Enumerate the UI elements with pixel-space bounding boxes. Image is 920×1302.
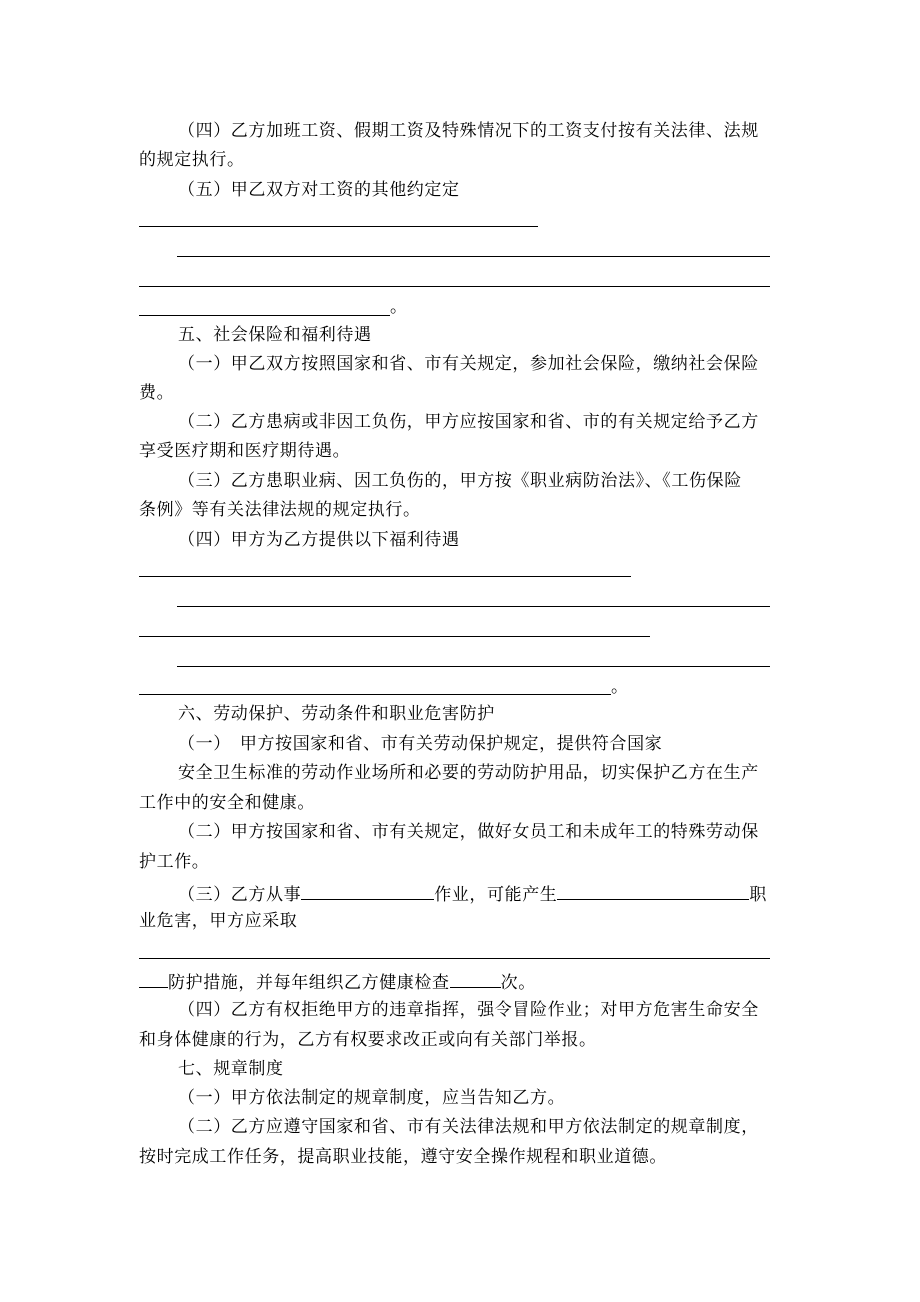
section-5-title: 五、社会保险和福利待遇 <box>178 325 372 345</box>
measures-blank-end[interactable] <box>139 970 168 988</box>
clause-6-4-line-2: 和身体健康的行为，乙方有权要求改正或向有关部门举报。 <box>139 1030 597 1050</box>
clause-6-3-line-1 <box>178 882 767 905</box>
clause-6-1-line-3: 工作中的安全和健康。 <box>139 793 315 813</box>
section-7-title: 七、规章制度 <box>178 1059 284 1079</box>
clause-6-3-middle: 作业，可能产生 <box>434 885 558 905</box>
section-6-title: 六、劳动保护、劳动条件和职业危害防护 <box>178 704 495 724</box>
clause-5-4-welfare: （四）甲方为乙方提供以下福利待遇 <box>178 530 460 550</box>
clause-5-1-line-1: （一）甲乙双方按照国家和省、市有关规定，参加社会保险，缴纳社会保险 <box>178 354 759 374</box>
blank-line[interactable] <box>139 286 770 287</box>
blank-line[interactable] <box>177 666 770 667</box>
clause-7-2-line-1: （二）乙方应遵守国家和省、市有关法律法规和甲方依法制定的规章制度， <box>178 1117 759 1137</box>
clause-5-2-line-1: （二）乙方患病或非因工负伤，甲方应按国家和省、市的有关规定给予乙方 <box>178 412 759 432</box>
period: 。 <box>611 677 629 697</box>
hazard-blank[interactable] <box>557 882 749 900</box>
clause-6-1-line-1: （一） 甲方按国家和省、市有关劳动保护规定，提供符合国家 <box>178 734 663 754</box>
clause-5-5-wage-other: （五）甲乙双方对工资的其他约定定 <box>178 180 460 200</box>
blank-line[interactable] <box>139 636 650 637</box>
clause-5-2-line-2: 享受医疗期和医疗期待遇。 <box>139 441 351 461</box>
clause-5-4-wage-line-2: 的规定执行。 <box>139 150 245 170</box>
blank-line[interactable] <box>177 606 770 607</box>
clause-5-3-line-2: 条例》等有关法律法规的规定执行。 <box>139 500 421 520</box>
clause-6-2-line-1: （二）甲方按国家和省、市有关规定，做好女员工和未成年工的特殊劳动保 <box>178 822 759 842</box>
blank-line[interactable] <box>139 694 611 695</box>
clause-5-3-line-1: （三）乙方患职业病、因工负伤的，甲方按《职业病防治法》、《工伤保险 <box>178 471 742 491</box>
clause-7-2-line-2: 按时完成工作任务，提高职业技能，遵守安全操作规程和职业道德。 <box>139 1147 667 1167</box>
blank-line[interactable] <box>139 315 390 316</box>
clause-6-2-line-2: 护工作。 <box>139 852 210 872</box>
period: 。 <box>390 297 408 317</box>
blank-line[interactable] <box>177 256 770 257</box>
checkup-count-blank[interactable] <box>450 970 501 988</box>
clause-6-4-line-1: （四）乙方有权拒绝甲方的违章指挥，强令冒险作业；对甲方危害生命安全 <box>178 1000 759 1020</box>
blank-line[interactable] <box>139 576 631 577</box>
clause-5-1-line-2: 费。 <box>139 383 175 403</box>
clause-6-1-line-2: 安全卫生标准的劳动作业场所和必要的劳动防护用品，切实保护乙方在生产 <box>178 763 759 783</box>
clause-6-3-times: 次。 <box>500 973 536 993</box>
clause-6-3-line-2: 业危害，甲方应采取 <box>139 911 298 931</box>
clause-5-4-wage-line-1: （四）乙方加班工资、假期工资及特殊情况下的工资支付按有关法律、法规 <box>178 121 759 141</box>
clause-6-3-word: 职 <box>749 885 768 905</box>
blank-line[interactable] <box>139 226 538 227</box>
clause-6-3-line-3 <box>139 970 536 993</box>
clause-6-3-prefix: （三）乙方从事 <box>178 885 302 905</box>
blank-line[interactable] <box>139 958 770 959</box>
clause-7-1: （一）甲方依法制定的规章制度，应当告知乙方。 <box>178 1088 566 1108</box>
job-type-blank[interactable] <box>301 882 434 900</box>
clause-6-3-measures: 防护措施，并每年组织乙方健康检查 <box>168 973 450 993</box>
